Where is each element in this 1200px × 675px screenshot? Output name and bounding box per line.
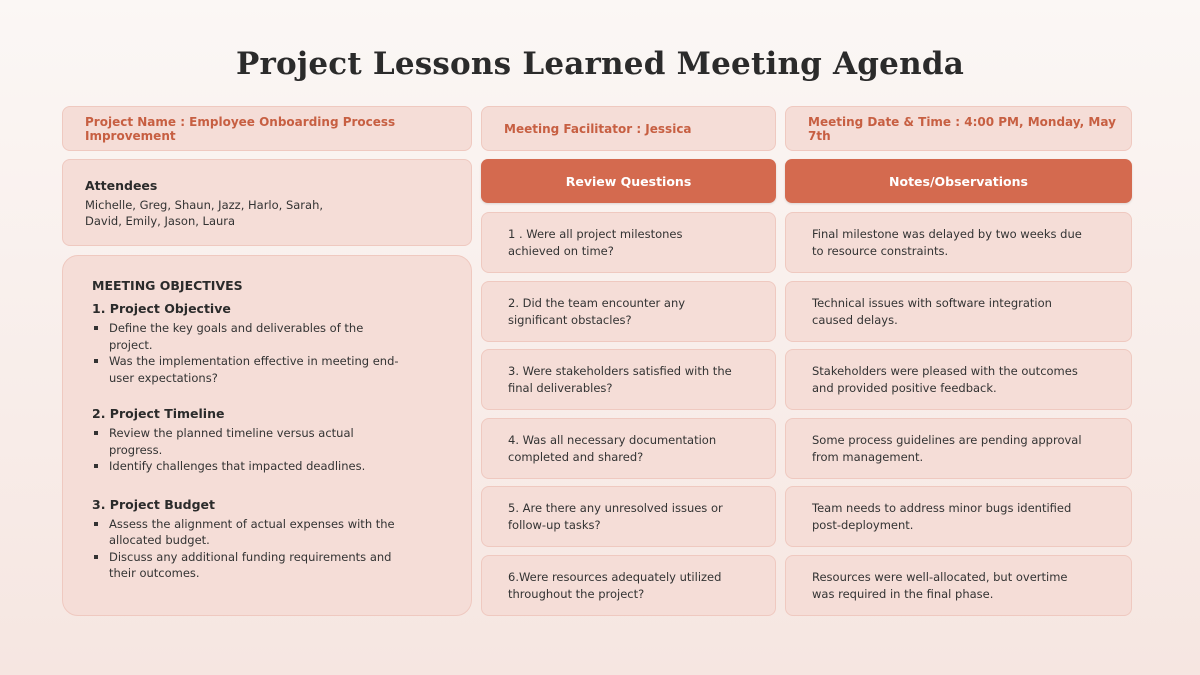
objective-section bbox=[92, 301, 449, 386]
objective-list bbox=[92, 320, 449, 386]
meeting-date-card bbox=[785, 106, 1132, 151]
objective-section bbox=[92, 406, 449, 475]
note-cell bbox=[785, 212, 1132, 273]
question-text: 3. Were stakeholders satisfied with the final deliverables? bbox=[508, 364, 732, 395]
note-text: Stakeholders were pleased with the outcomes and provided positive feedback. bbox=[812, 364, 1078, 395]
objectives-heading: MEETING OBJECTIVES bbox=[92, 278, 243, 293]
note-cell bbox=[785, 418, 1132, 479]
objective-item: Discuss any additional funding requirements and their outcomes. bbox=[92, 549, 409, 582]
objective-item: Identify challenges that impacted deadlines. bbox=[92, 458, 409, 475]
meeting-objectives-card bbox=[62, 255, 472, 616]
review-questions-header bbox=[481, 159, 776, 203]
question-cell bbox=[481, 486, 776, 547]
notes-observations-header bbox=[785, 159, 1132, 203]
attendees-card bbox=[62, 159, 472, 246]
objective-list bbox=[92, 516, 449, 582]
question-cell bbox=[481, 418, 776, 479]
objective-title: 3. Project Budget bbox=[92, 496, 215, 512]
question-text: 2. Did the team encounter any significant obstacles? bbox=[508, 296, 686, 327]
attendees-heading: Attendees bbox=[85, 178, 158, 193]
notes-observations-header-label: Notes/Observations bbox=[889, 173, 1028, 189]
facilitator-label: Meeting Facilitator : Jessica bbox=[504, 121, 692, 136]
question-cell bbox=[481, 555, 776, 616]
note-cell bbox=[785, 486, 1132, 547]
objective-item: Was the implementation effective in meeting end-user expectations? bbox=[92, 353, 409, 386]
note-text: Technical issues with software integration caused delays. bbox=[812, 296, 1052, 327]
meeting-date-label: Meeting Date & Time : 4:00 PM, Monday, May 7th bbox=[808, 114, 1116, 143]
project-name-card bbox=[62, 106, 472, 151]
question-text: 5. Are there any unresolved issues or follow-up tasks? bbox=[508, 501, 723, 532]
objective-item: Define the key goals and deliverables of the project. bbox=[92, 320, 409, 353]
note-text: Resources were well-allocated, but overtime was required in the final phase. bbox=[812, 570, 1068, 601]
objective-title: 1. Project Objective bbox=[92, 301, 231, 316]
objective-list bbox=[92, 425, 449, 475]
project-name-label: Project Name : Employee Onboarding Process Improvement bbox=[85, 114, 396, 143]
attendees-names: Michelle, Greg, Shaun, Jazz, Harlo, Sarah, David, Emily, Jason, Laura bbox=[85, 198, 324, 228]
note-text: Some process guidelines are pending approval from management. bbox=[812, 433, 1082, 464]
note-cell bbox=[785, 555, 1132, 616]
question-text: 1 . Were all project milestones achieved on time? bbox=[508, 227, 683, 258]
objective-title: 2. Project Timeline bbox=[92, 406, 225, 421]
facilitator-card bbox=[481, 106, 776, 151]
objective-item: Assess the alignment of actual expenses with the allocated budget. bbox=[92, 516, 409, 549]
question-cell bbox=[481, 281, 776, 342]
question-cell bbox=[481, 349, 776, 410]
note-cell bbox=[785, 281, 1132, 342]
page-title: Project Lessons Learned Meeting Agenda bbox=[235, 46, 965, 82]
question-text: 6.Were resources adequately utilized throughout the project? bbox=[508, 570, 722, 601]
question-cell bbox=[481, 212, 776, 273]
note-text: Final milestone was delayed by two weeks due to resource constraints. bbox=[812, 227, 1082, 258]
objective-section bbox=[92, 497, 449, 582]
objective-item: Review the planned timeline versus actual progress. bbox=[92, 425, 409, 458]
note-text: Team needs to address minor bugs identified post-deployment. bbox=[812, 501, 1072, 532]
question-text: 4. Was all necessary documentation completed and shared? bbox=[508, 433, 717, 464]
review-questions-header-label: Review Questions bbox=[565, 173, 692, 189]
note-cell bbox=[785, 349, 1132, 410]
